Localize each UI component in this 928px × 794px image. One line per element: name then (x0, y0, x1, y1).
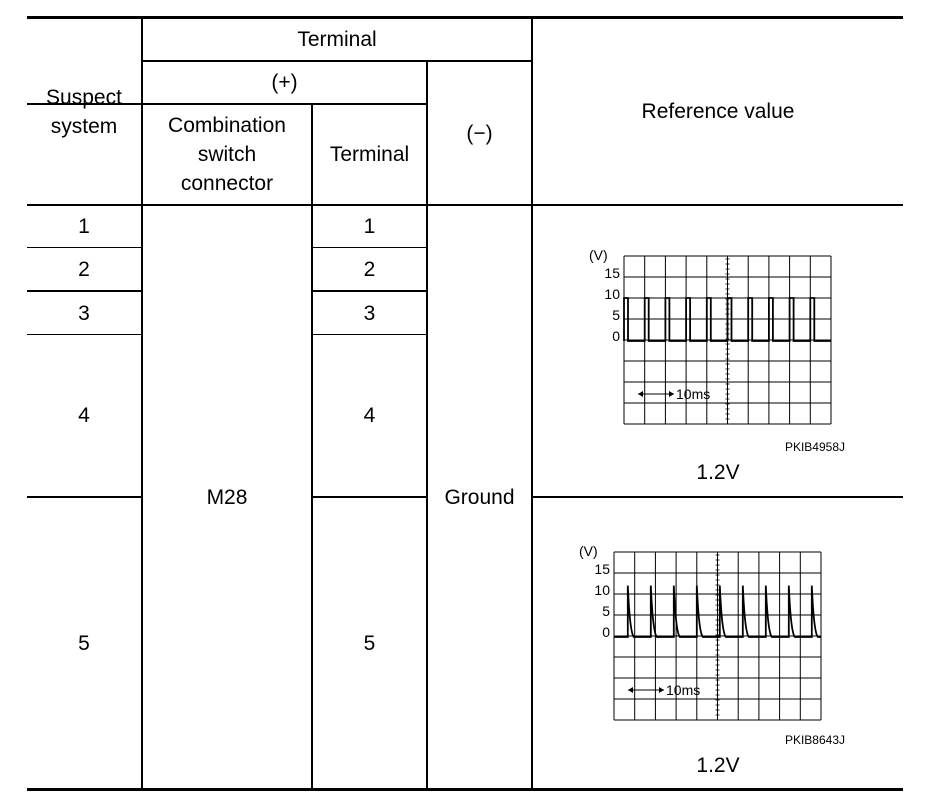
suspect-system-header: Suspect system (46, 85, 122, 138)
arrowhead (669, 391, 674, 397)
connector-header: Combination switch connector (168, 114, 286, 195)
row-divider (532, 496, 903, 498)
minus-header: (−) (466, 121, 493, 145)
system-cell: 5 (78, 631, 90, 655)
time-base-label: 10ms (666, 682, 701, 698)
y-tick-label: 10 (594, 582, 610, 598)
system-cell: 3 (78, 301, 90, 325)
terminal-cell: 4 (363, 404, 376, 427)
plus-header: (+) (271, 71, 298, 94)
system-cell: 2 (78, 257, 90, 281)
unit-label: (V) (589, 247, 608, 263)
oscilloscope-waveform (570, 540, 830, 726)
y-tick-label: 15 (604, 265, 620, 281)
connector-cell: M28 (206, 485, 248, 509)
terminal-cell: 1 (363, 215, 376, 238)
figure-code: PKIB8643J (784, 733, 845, 747)
oscilloscope-waveform (580, 244, 840, 430)
terminal-cell: 5 (363, 631, 376, 655)
system-cell: 1 (78, 215, 90, 238)
reference-value-header: Reference value (641, 100, 795, 123)
y-tick-label: 15 (594, 561, 610, 577)
terminal-cell: 2 (363, 257, 376, 281)
y-tick-label: 10 (604, 286, 620, 302)
unit-label: (V) (579, 543, 598, 559)
time-base-label: 10ms (676, 386, 711, 402)
y-tick-label: 0 (602, 624, 610, 640)
terminal-subheader: Terminal (329, 143, 410, 166)
system-cell: 4 (78, 404, 90, 427)
table-bottom-border (27, 788, 903, 791)
arrowhead (659, 687, 664, 693)
terminal-cell: 3 (363, 301, 376, 325)
figure-code: PKIB4958J (784, 440, 845, 454)
reference-value: 1.2V (696, 461, 740, 484)
terminal-header: Terminal (297, 28, 377, 51)
arrowhead (628, 687, 633, 693)
y-tick-label: 0 (612, 328, 620, 344)
ground-cell: Ground (444, 485, 515, 509)
reference-value: 1.2V (696, 754, 740, 777)
y-tick-label: 5 (612, 307, 620, 323)
arrowhead (638, 391, 643, 397)
y-tick-label: 5 (602, 603, 610, 619)
